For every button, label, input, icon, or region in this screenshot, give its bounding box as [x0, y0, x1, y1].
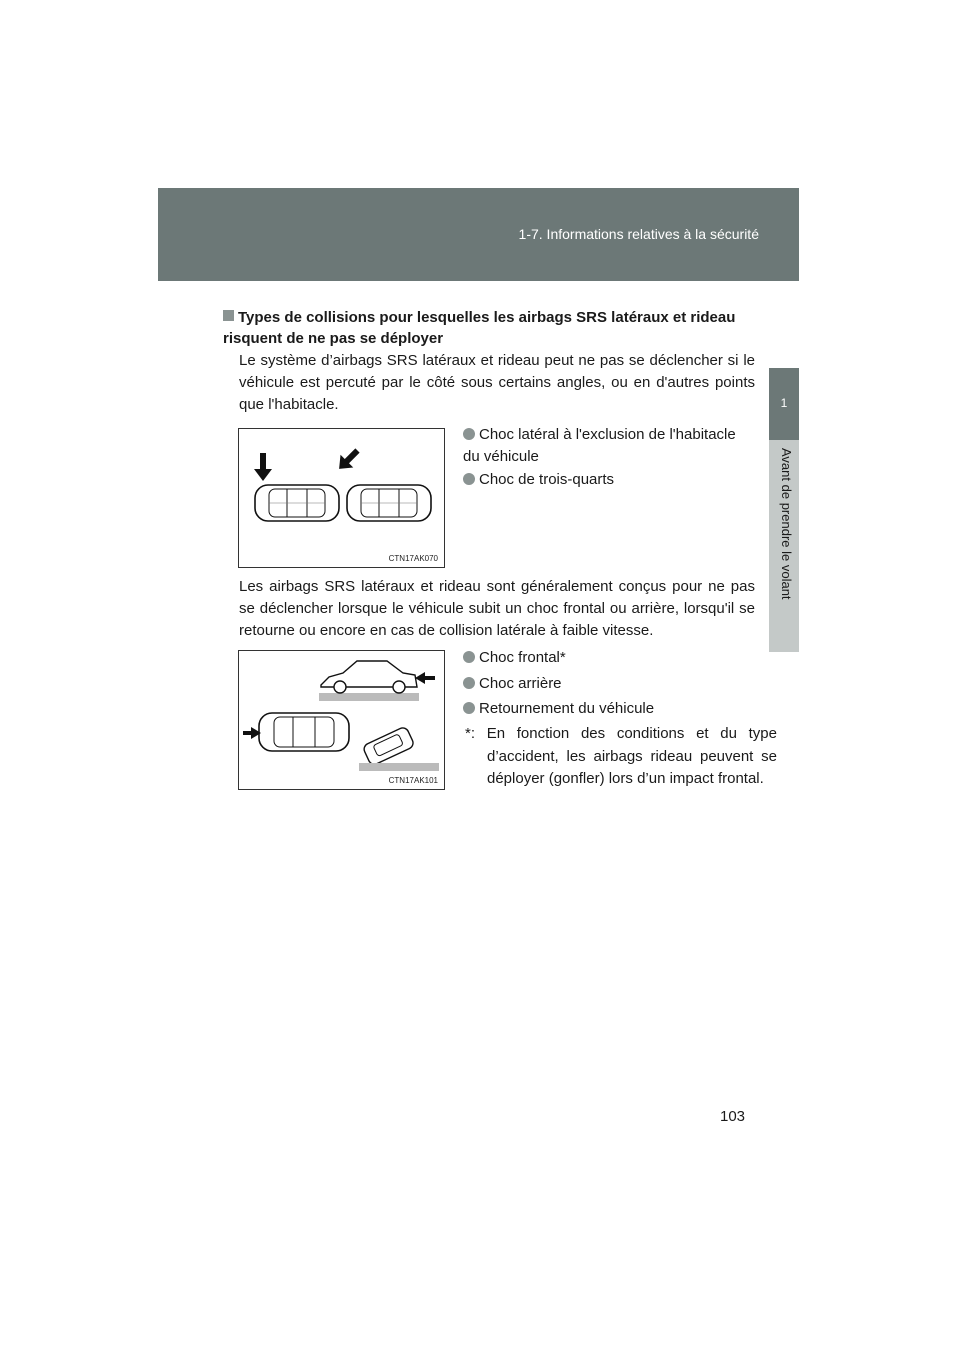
arrow-diagonal-icon	[333, 444, 364, 475]
figure-code: CTN17AK101	[388, 776, 438, 785]
list-item-text: Retournement du véhicule	[479, 700, 655, 717]
paragraph-2: Les airbags SRS latéraux et rideau sont généralement conçus pour ne pas se déclencher lorsque le véhicule subit un choc frontal ou arrière, lorsqu'il se retourne ou encore en cas de collision latérale à faible vitesse.	[239, 578, 755, 639]
figure-code: CTN17AK070	[388, 554, 438, 563]
list-item-text: Choc de trois-quarts	[479, 471, 615, 488]
figure-side-impact	[238, 428, 445, 568]
chapter-label: Avant de prendre le volant	[779, 448, 794, 600]
list-item	[463, 673, 755, 695]
car-top-view-icon	[259, 713, 349, 751]
ground-icon	[359, 763, 439, 771]
bullet-icon	[463, 677, 475, 689]
bullet-icon	[463, 428, 475, 440]
list-item	[463, 424, 755, 468]
footnote: *: En fonction des conditions et du type d’accident, les airbags rideau peuvent se déployer (gonfler) lors d’un impact frontal.	[465, 725, 777, 787]
arrow-down-icon	[254, 453, 272, 481]
car-top-view-icon	[347, 485, 431, 521]
bullet-icon	[463, 702, 475, 714]
figure-frontal-rear-rollover	[238, 650, 445, 790]
list-item-text: Choc frontal*	[479, 649, 566, 666]
square-bullet-icon	[223, 310, 234, 321]
car-top-view-icon	[255, 485, 339, 521]
section-header	[158, 188, 799, 281]
bullet-icon	[463, 651, 475, 663]
list-item-text: Choc arrière	[479, 675, 562, 692]
section-heading	[223, 307, 756, 349]
frontal-rear-rollover-illustration	[239, 651, 444, 789]
intro-paragraph: Le système d’airbags SRS latéraux et rideau peut ne pas se déclencher si le véhicule est percuté par le côté sous certains angles, ou en d'autres points que l'habitacle.	[239, 352, 755, 413]
heading-text: Types de collisions pour lesquelles les airbags SRS latéraux et rideau risquent de ne pas se déployer	[223, 309, 736, 347]
side-impact-illustration	[239, 429, 444, 567]
chapter-tab	[769, 368, 799, 440]
car-side-view-icon	[319, 661, 419, 701]
chapter-number: 1	[780, 396, 788, 410]
bullet-icon	[463, 473, 475, 485]
arrow-left-icon	[415, 672, 435, 684]
page-number: 103	[720, 1108, 746, 1125]
list-item	[463, 698, 755, 720]
list-item-text: Choc latéral à l'exclusion de l'habitacle du véhicule	[463, 426, 736, 465]
car-rollover-icon	[362, 726, 415, 766]
list-item	[463, 469, 755, 491]
section-title: 1-7. Informations relatives à la sécurité	[518, 226, 759, 242]
list-item	[463, 647, 755, 669]
